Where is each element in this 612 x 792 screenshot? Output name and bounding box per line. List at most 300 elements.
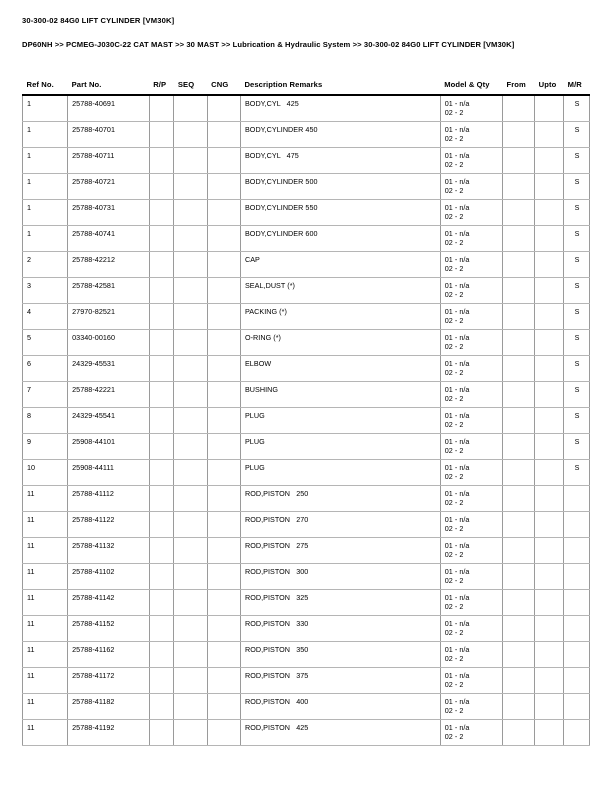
model-qty-line-2: 02 - 2 [444, 550, 464, 560]
description-text: SEAL,DUST (*) [244, 281, 295, 290]
cell-description [240, 278, 440, 304]
table-row[interactable] [23, 720, 590, 746]
cell-upto [535, 720, 564, 746]
cell-ref-no: 3 [23, 278, 68, 304]
cell-upto [535, 382, 564, 408]
cell-from [502, 668, 534, 694]
cell-description [240, 668, 440, 694]
cell-seq [174, 226, 207, 252]
model-qty-line-2: 02 - 2 [444, 342, 464, 352]
cell-model-qty [440, 694, 502, 720]
cell-upto [535, 252, 564, 278]
cell-rp [149, 642, 174, 668]
column-header-seq: SEQ [177, 80, 195, 89]
cell-part-no: 25788-41152 [68, 616, 150, 642]
cell-model-qty [440, 590, 502, 616]
cell-seq [174, 122, 207, 148]
description-text: ROD,PISTON 250 [244, 489, 309, 498]
cell-cng [207, 668, 240, 694]
description-text: BODY,CYL 425 [244, 99, 299, 108]
cell-mr [564, 694, 590, 720]
cell-rp [149, 538, 174, 564]
cell-seq [174, 330, 207, 356]
cell-seq [174, 434, 207, 460]
model-qty-line-1: 01 - n/a [444, 229, 470, 238]
table-row[interactable] [23, 304, 590, 330]
cell-mr: S [564, 304, 590, 330]
table-row[interactable] [23, 434, 590, 460]
model-qty-line-2: 02 - 2 [444, 472, 464, 482]
column-header-part-no: Part No. [71, 80, 102, 89]
cell-upto [535, 304, 564, 330]
cell-cng [207, 356, 240, 382]
cell-mr: S [564, 226, 590, 252]
cell-description [240, 642, 440, 668]
cell-model-qty [440, 226, 502, 252]
cell-cng [207, 564, 240, 590]
header-row [23, 80, 590, 95]
table-row[interactable] [23, 278, 590, 304]
cell-upto [535, 486, 564, 512]
cell-rp [149, 304, 174, 330]
model-qty-line-2: 02 - 2 [444, 576, 464, 586]
parts-table-head [23, 80, 590, 95]
model-qty-line-2: 02 - 2 [444, 446, 464, 456]
cell-seq [174, 382, 207, 408]
cell-cng [207, 278, 240, 304]
cell-ref-no: 5 [23, 330, 68, 356]
table-row[interactable] [23, 512, 590, 538]
cell-ref-no: 11 [23, 616, 68, 642]
description-text: ROD,PISTON 270 [244, 515, 309, 524]
table-row[interactable] [23, 694, 590, 720]
cell-model-qty [440, 564, 502, 590]
cell-from [502, 278, 534, 304]
model-qty-line-2: 02 - 2 [444, 706, 464, 716]
cell-description [240, 304, 440, 330]
cell-from [502, 642, 534, 668]
cell-rp [149, 122, 174, 148]
cell-seq [174, 616, 207, 642]
cell-seq [174, 200, 207, 226]
cell-part-no: 25788-40721 [68, 174, 150, 200]
cell-from [502, 174, 534, 200]
cell-from [502, 616, 534, 642]
cell-part-no: 25788-40741 [68, 226, 150, 252]
description-text: BODY,CYLINDER 600 [244, 229, 318, 238]
cell-description [240, 122, 440, 148]
cell-seq [174, 174, 207, 200]
model-qty-line-1: 01 - n/a [444, 593, 470, 602]
cell-upto [535, 694, 564, 720]
cell-description [240, 564, 440, 590]
cell-upto [535, 330, 564, 356]
cell-ref-no: 11 [23, 694, 68, 720]
cell-rp [149, 382, 174, 408]
cell-cng [207, 95, 240, 122]
cell-upto [535, 95, 564, 122]
cell-model-qty [440, 95, 502, 122]
cell-ref-no: 6 [23, 356, 68, 382]
cell-rp [149, 590, 174, 616]
column-header-from: From [506, 80, 526, 89]
table-row[interactable] [23, 590, 590, 616]
cell-model-qty [440, 720, 502, 746]
cell-upto [535, 590, 564, 616]
cell-seq [174, 408, 207, 434]
cell-cng [207, 330, 240, 356]
cell-part-no: 27970-82521 [68, 304, 150, 330]
cell-description [240, 226, 440, 252]
cell-seq [174, 148, 207, 174]
model-qty-line-1: 01 - n/a [444, 463, 470, 472]
cell-from [502, 486, 534, 512]
cell-from [502, 512, 534, 538]
cell-part-no: 25788-41192 [68, 720, 150, 746]
parts-table-container [22, 80, 590, 746]
table-row[interactable] [23, 200, 590, 226]
cell-upto [535, 564, 564, 590]
cell-from [502, 382, 534, 408]
cell-cng [207, 460, 240, 486]
cell-description [240, 382, 440, 408]
model-qty-line-2: 02 - 2 [444, 212, 464, 222]
model-qty-line-1: 01 - n/a [444, 333, 470, 342]
description-text: PLUG [244, 411, 265, 420]
cell-rp [149, 720, 174, 746]
cell-mr: S [564, 460, 590, 486]
cell-mr: S [564, 148, 590, 174]
table-row[interactable] [23, 148, 590, 174]
cell-part-no: 25908-44111 [68, 460, 150, 486]
cell-model-qty [440, 356, 502, 382]
model-qty-line-2: 02 - 2 [444, 602, 464, 612]
cell-ref-no: 1 [23, 200, 68, 226]
cell-ref-no: 4 [23, 304, 68, 330]
model-qty-line-2: 02 - 2 [444, 394, 464, 404]
cell-rp [149, 564, 174, 590]
cell-rp [149, 694, 174, 720]
cell-from [502, 122, 534, 148]
cell-upto [535, 122, 564, 148]
table-row[interactable] [23, 330, 590, 356]
cell-from [502, 460, 534, 486]
cell-cng [207, 252, 240, 278]
cell-rp [149, 226, 174, 252]
cell-ref-no: 11 [23, 486, 68, 512]
cell-cng [207, 434, 240, 460]
cell-mr: S [564, 356, 590, 382]
description-text: PACKING (*) [244, 307, 287, 316]
cell-part-no: 25908-44101 [68, 434, 150, 460]
page-title: 30-300-02 84G0 LIFT CYLINDER [VM30K] [22, 16, 175, 25]
cell-model-qty [440, 278, 502, 304]
cell-rp [149, 200, 174, 226]
cell-description [240, 95, 440, 122]
cell-model-qty [440, 616, 502, 642]
cell-ref-no: 11 [23, 720, 68, 746]
cell-cng [207, 304, 240, 330]
cell-description [240, 148, 440, 174]
cell-seq [174, 512, 207, 538]
cell-model-qty [440, 642, 502, 668]
cell-model-qty [440, 668, 502, 694]
cell-upto [535, 616, 564, 642]
table-row[interactable] [23, 95, 590, 122]
cell-cng [207, 720, 240, 746]
cell-upto [535, 642, 564, 668]
cell-mr: S [564, 200, 590, 226]
table-row[interactable] [23, 226, 590, 252]
cell-cng [207, 590, 240, 616]
model-qty-line-2: 02 - 2 [444, 316, 464, 326]
description-text: ROD,PISTON 330 [244, 619, 309, 628]
cell-cng [207, 408, 240, 434]
cell-mr: S [564, 408, 590, 434]
description-text: BODY,CYLINDER 450 [244, 125, 318, 134]
description-text: O-RING (*) [244, 333, 281, 342]
cell-seq [174, 538, 207, 564]
cell-ref-no: 10 [23, 460, 68, 486]
cell-part-no: 24329-45541 [68, 408, 150, 434]
description-text: CAP [244, 255, 260, 264]
cell-rp [149, 252, 174, 278]
cell-rp [149, 668, 174, 694]
table-row[interactable] [23, 382, 590, 408]
cell-part-no: 25788-40731 [68, 200, 150, 226]
model-qty-line-1: 01 - n/a [444, 411, 470, 420]
cell-cng [207, 382, 240, 408]
description-text: BUSHING [244, 385, 279, 394]
cell-description [240, 252, 440, 278]
cell-upto [535, 538, 564, 564]
breadcrumb: DP60NH >> PCMEG-J030C-22 CAT MAST >> 30 MAST >> Lubrication & Hydraulic System >> 30-300-02 84G0 LIFT CYLINDER [VM30K] [22, 40, 515, 49]
table-row[interactable] [23, 538, 590, 564]
description-text: ROD,PISTON 325 [244, 593, 309, 602]
cell-description [240, 330, 440, 356]
cell-ref-no: 7 [23, 382, 68, 408]
description-text: ELBOW [244, 359, 272, 368]
cell-from [502, 95, 534, 122]
cell-upto [535, 356, 564, 382]
cell-from [502, 356, 534, 382]
cell-mr [564, 668, 590, 694]
cell-rp [149, 148, 174, 174]
cell-mr [564, 590, 590, 616]
cell-seq [174, 252, 207, 278]
model-qty-line-2: 02 - 2 [444, 628, 464, 638]
cell-part-no: 25788-40711 [68, 148, 150, 174]
column-header-rp: R/P [153, 80, 167, 89]
cell-model-qty [440, 200, 502, 226]
table-row[interactable] [23, 642, 590, 668]
table-row[interactable] [23, 408, 590, 434]
model-qty-line-1: 01 - n/a [444, 723, 470, 732]
cell-part-no: 25788-41132 [68, 538, 150, 564]
cell-description [240, 408, 440, 434]
parts-table [22, 80, 590, 746]
cell-from [502, 538, 534, 564]
table-row[interactable] [23, 616, 590, 642]
cell-part-no: 25788-42221 [68, 382, 150, 408]
cell-part-no: 03340-00160 [68, 330, 150, 356]
cell-cng [207, 174, 240, 200]
cell-ref-no: 11 [23, 590, 68, 616]
cell-mr: S [564, 278, 590, 304]
cell-seq [174, 642, 207, 668]
cell-from [502, 148, 534, 174]
cell-ref-no: 1 [23, 148, 68, 174]
cell-part-no: 25788-41112 [68, 486, 150, 512]
model-qty-line-2: 02 - 2 [444, 108, 464, 118]
cell-from [502, 590, 534, 616]
column-header-upto: Upto [538, 80, 557, 89]
cell-part-no: 25788-42581 [68, 278, 150, 304]
cell-model-qty [440, 122, 502, 148]
cell-from [502, 252, 534, 278]
cell-mr [564, 538, 590, 564]
cell-model-qty [440, 486, 502, 512]
model-qty-line-2: 02 - 2 [444, 420, 464, 430]
cell-seq [174, 304, 207, 330]
cell-cng [207, 148, 240, 174]
model-qty-line-1: 01 - n/a [444, 385, 470, 394]
column-header-description: Description Remarks [244, 80, 323, 89]
parts-table-body [23, 95, 590, 746]
cell-from [502, 304, 534, 330]
cell-rp [149, 460, 174, 486]
cell-rp [149, 278, 174, 304]
cell-part-no: 25788-41102 [68, 564, 150, 590]
model-qty-line-1: 01 - n/a [444, 437, 470, 446]
cell-model-qty [440, 382, 502, 408]
cell-from [502, 564, 534, 590]
cell-seq [174, 694, 207, 720]
cell-upto [535, 278, 564, 304]
cell-mr: S [564, 174, 590, 200]
cell-description [240, 720, 440, 746]
cell-ref-no: 1 [23, 174, 68, 200]
model-qty-line-1: 01 - n/a [444, 203, 470, 212]
cell-description [240, 694, 440, 720]
table-row[interactable] [23, 486, 590, 512]
cell-from [502, 330, 534, 356]
cell-mr [564, 564, 590, 590]
table-row[interactable] [23, 356, 590, 382]
table-row[interactable] [23, 252, 590, 278]
cell-ref-no: 11 [23, 564, 68, 590]
description-text: PLUG [244, 437, 265, 446]
cell-from [502, 200, 534, 226]
cell-upto [535, 200, 564, 226]
description-text: ROD,PISTON 425 [244, 723, 309, 732]
cell-upto [535, 174, 564, 200]
model-qty-line-2: 02 - 2 [444, 498, 464, 508]
column-header-mr: M/R [567, 80, 582, 89]
cell-seq [174, 564, 207, 590]
model-qty-line-1: 01 - n/a [444, 567, 470, 576]
cell-ref-no: 11 [23, 668, 68, 694]
cell-cng [207, 226, 240, 252]
cell-ref-no: 9 [23, 434, 68, 460]
cell-mr: S [564, 252, 590, 278]
cell-ref-no: 8 [23, 408, 68, 434]
model-qty-line-1: 01 - n/a [444, 99, 470, 108]
cell-model-qty [440, 512, 502, 538]
cell-rp [149, 486, 174, 512]
cell-part-no: 25788-42212 [68, 252, 150, 278]
cell-mr: S [564, 434, 590, 460]
cell-model-qty [440, 148, 502, 174]
description-text: ROD,PISTON 350 [244, 645, 309, 654]
table-row[interactable] [23, 174, 590, 200]
model-qty-line-2: 02 - 2 [444, 264, 464, 274]
cell-upto [535, 460, 564, 486]
cell-part-no: 25788-41142 [68, 590, 150, 616]
description-text: ROD,PISTON 275 [244, 541, 309, 550]
model-qty-line-2: 02 - 2 [444, 160, 464, 170]
cell-part-no: 25788-41172 [68, 668, 150, 694]
cell-part-no: 24329-45531 [68, 356, 150, 382]
table-row[interactable] [23, 460, 590, 486]
model-qty-line-1: 01 - n/a [444, 697, 470, 706]
cell-seq [174, 356, 207, 382]
cell-seq [174, 460, 207, 486]
cell-part-no: 25788-40691 [68, 95, 150, 122]
model-qty-line-2: 02 - 2 [444, 134, 464, 144]
cell-ref-no: 11 [23, 642, 68, 668]
table-row[interactable] [23, 122, 590, 148]
model-qty-line-1: 01 - n/a [444, 281, 470, 290]
cell-from [502, 434, 534, 460]
model-qty-line-2: 02 - 2 [444, 524, 464, 534]
cell-from [502, 694, 534, 720]
table-row[interactable] [23, 668, 590, 694]
model-qty-line-2: 02 - 2 [444, 654, 464, 664]
cell-rp [149, 434, 174, 460]
description-text: BODY,CYL 475 [244, 151, 299, 160]
cell-description [240, 356, 440, 382]
model-qty-line-1: 01 - n/a [444, 541, 470, 550]
cell-description [240, 616, 440, 642]
cell-mr [564, 720, 590, 746]
cell-description [240, 538, 440, 564]
cell-model-qty [440, 408, 502, 434]
cell-mr [564, 616, 590, 642]
cell-description [240, 590, 440, 616]
cell-model-qty [440, 538, 502, 564]
model-qty-line-1: 01 - n/a [444, 359, 470, 368]
cell-part-no: 25788-41122 [68, 512, 150, 538]
table-row[interactable] [23, 564, 590, 590]
cell-mr [564, 512, 590, 538]
cell-ref-no: 1 [23, 226, 68, 252]
model-qty-line-1: 01 - n/a [444, 671, 470, 680]
cell-seq [174, 720, 207, 746]
cell-mr [564, 642, 590, 668]
cell-ref-no: 2 [23, 252, 68, 278]
cell-mr: S [564, 122, 590, 148]
cell-from [502, 408, 534, 434]
cell-upto [535, 408, 564, 434]
cell-rp [149, 512, 174, 538]
model-qty-line-1: 01 - n/a [444, 619, 470, 628]
cell-mr [564, 486, 590, 512]
cell-ref-no: 11 [23, 538, 68, 564]
cell-model-qty [440, 252, 502, 278]
cell-seq [174, 95, 207, 122]
model-qty-line-2: 02 - 2 [444, 368, 464, 378]
